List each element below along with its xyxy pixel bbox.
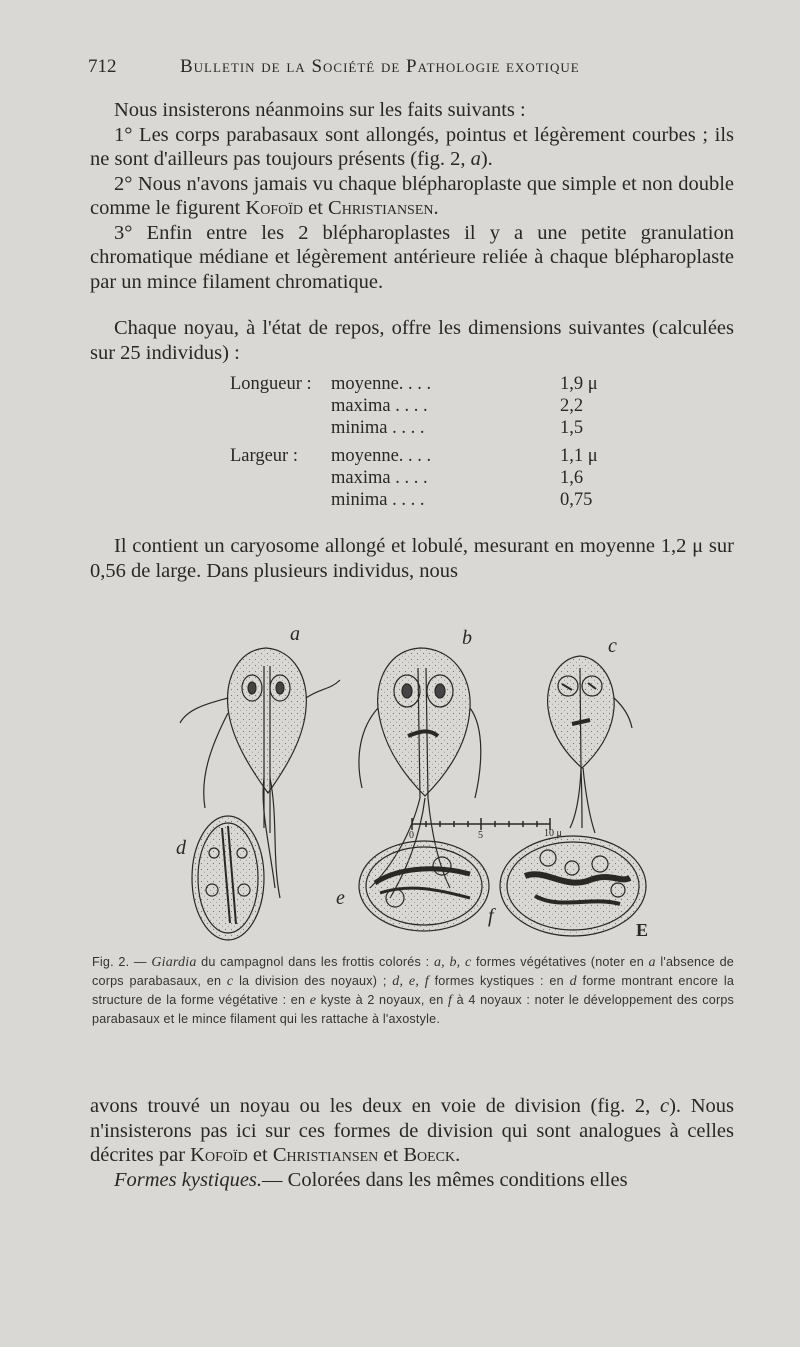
journal-title: Bulletin de la Société de Pathologie exotique <box>180 56 580 77</box>
intro-line: Nous insisterons néanmoins sur les faits suivants : <box>114 99 526 121</box>
table-row: Largeur : moyenne. . . . 1,1 μ <box>230 446 598 466</box>
running-head <box>88 56 748 86</box>
author-christiansen: Christiansen <box>328 197 434 219</box>
section-heading-cysts: Formes kystiques. <box>114 1168 263 1191</box>
table-row: Longueur : moyenne. . . . 1,9 μ <box>230 374 598 394</box>
table-row: maxima . . . . 1,6 <box>331 468 584 488</box>
cyst-e-drawing <box>359 841 489 931</box>
figure-label-b: b <box>462 628 472 649</box>
author-christiansen: Christiansen <box>272 1144 379 1166</box>
page-number: 712 <box>88 56 117 77</box>
figure-label-f: f <box>488 905 494 927</box>
scale-label-mid: 5 <box>478 830 483 841</box>
figure-label-a: a <box>290 628 300 645</box>
scale-label-end: 10 μ <box>544 828 562 839</box>
cyst-d-drawing <box>192 816 264 940</box>
table-row: maxima . . . . 2,2 <box>331 396 584 416</box>
figure-label-e: e <box>336 887 345 909</box>
paragraph-observations <box>90 98 734 294</box>
table-row: minima . . . . 0,75 <box>331 490 593 510</box>
group-label-length: Longueur : <box>230 374 312 394</box>
organism-c-drawing <box>548 656 632 833</box>
figure-label-d: d <box>176 837 186 859</box>
author-kofoid: Kofoïd <box>245 197 303 219</box>
figure-giardia-drawings <box>170 628 660 948</box>
observation-3: 3° Enfin entre les 2 blépharoplastes il y a une petite granulation chromatique médiane et légèrement antérieure reliée à chaque blépharoplaste par un mince filament chromatique. <box>90 221 734 293</box>
figure-caption: Fig. 2. — Giardia du campagnol dans les frottis colorés : a, b, c formes végétatives (noter en a l'absence de corps parabasaux, en c la division des noyaux) ; d, e, f formes kystiques : en d forme montrant encore la structure de la forme végétative : en e kyste à 2 noyaux, en f à 4 noyaux : noter le développement des corps parabasaux et le mince filament qui les rattache à l'axostyle. <box>92 955 735 1026</box>
observation-1: 1° Les corps parabasaux sont allongés, pointus et légèrement courbes ; ils ne sont d'ailleurs pas toujours présents (fig. 2, a). <box>90 123 734 170</box>
scale-label-start: 0 <box>409 830 414 841</box>
observation-2: 2° Nous n'avons jamais vu chaque blépharoplaste que simple et non double comme le figurent Kofoïd et Christiansen. <box>90 172 734 219</box>
group-label-width: Largeur : <box>230 446 298 466</box>
paragraph-caryosome: Il contient un caryosome allongé et lobulé, mesurant en moyenne 1,2 μ sur 0,56 de large. Dans plusieurs individus, nous <box>90 535 734 582</box>
paragraph-division: avons trouvé un noyau ou les deux en voie de division (fig. 2, c). Nous n'insisterons pas ici sur ces formes de division qui sont analogues à celles décrites par Kofoïd et Christiansen et Boeck. Formes kystiques.— Colorées dans les mêmes conditions elles <box>90 1095 735 1191</box>
cyst-f-drawing <box>500 836 646 936</box>
artist-monogram: E <box>636 920 649 940</box>
table-row: minima . . . . 1,5 <box>331 418 584 438</box>
author-kofoid: Kofoïd <box>190 1144 248 1166</box>
figure-label-c: c <box>608 635 617 657</box>
author-boeck: Boeck <box>403 1144 456 1166</box>
paragraph-dimensions-intro: Chaque noyau, à l'état de repos, offre les dimensions suivantes (calculées sur 25 individus) : <box>90 317 734 364</box>
scale-bar <box>412 818 550 830</box>
